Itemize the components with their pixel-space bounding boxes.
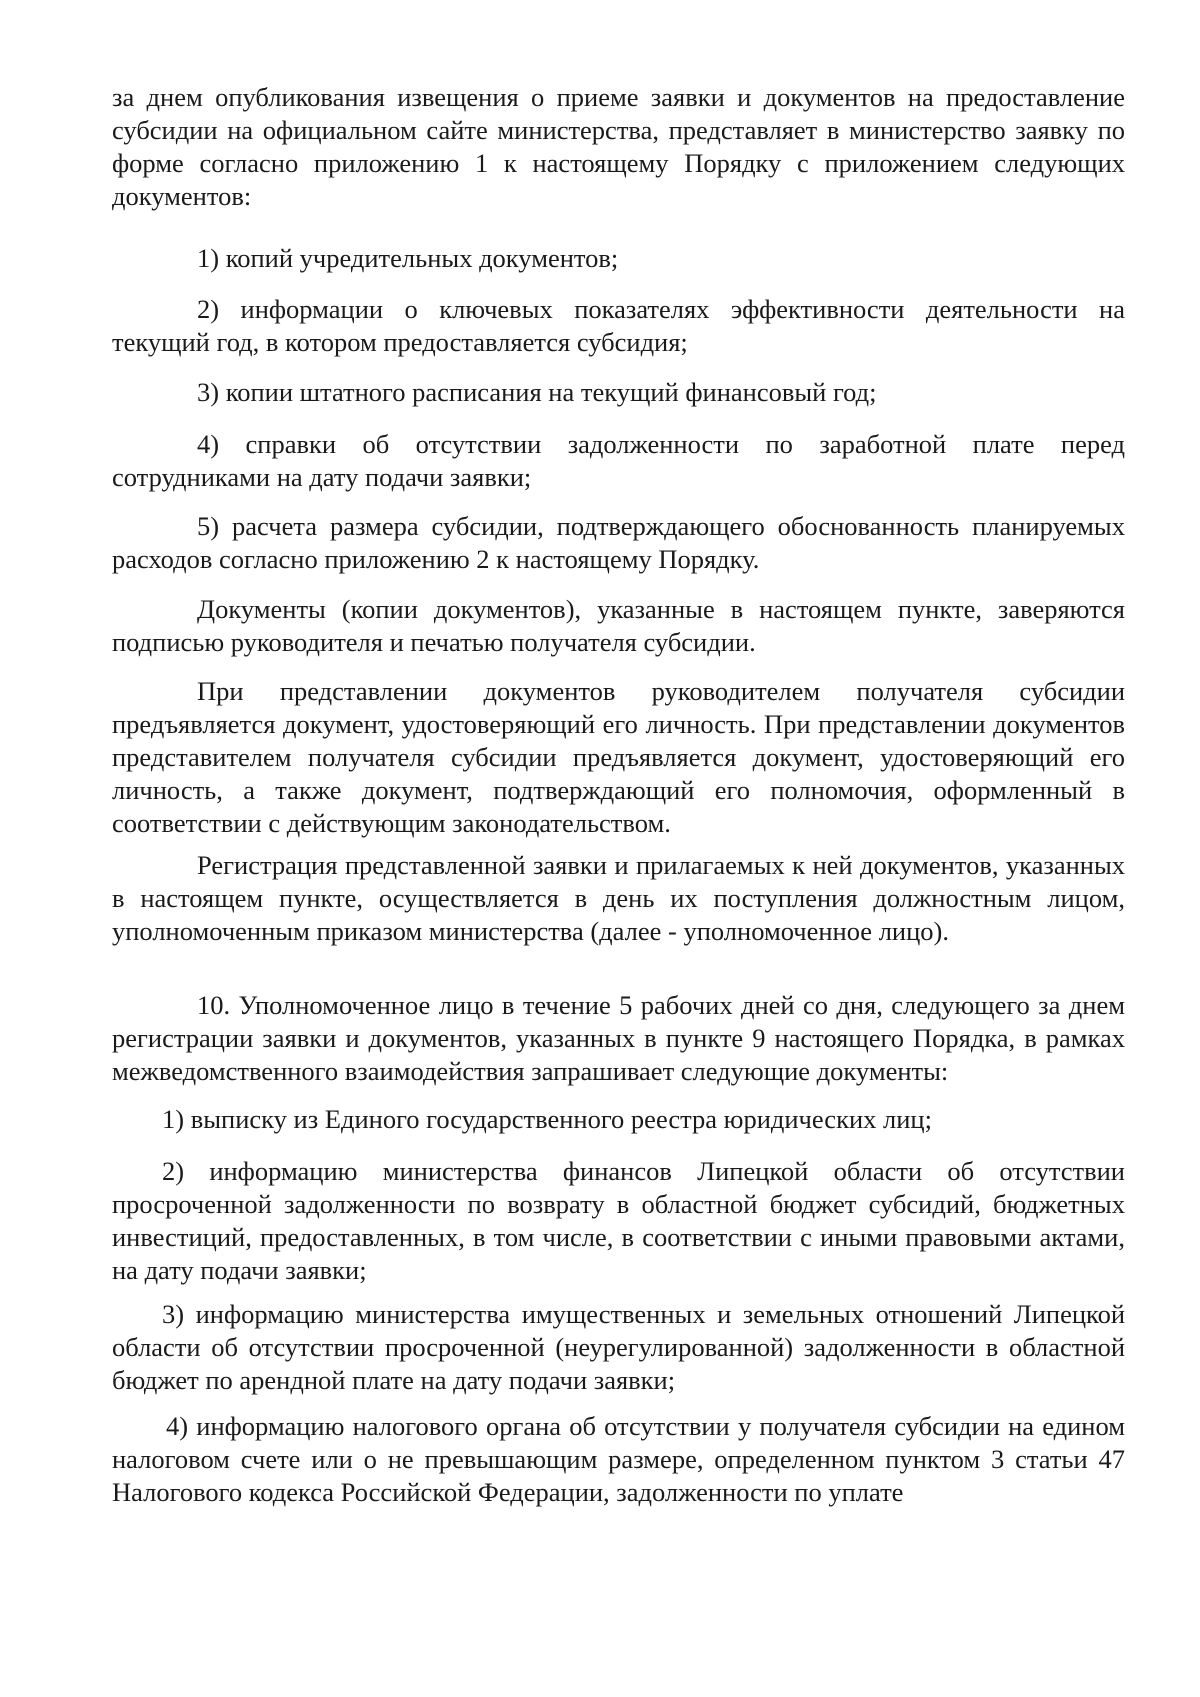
paragraph-request-2-finance-ministry: 2) информацию министерства финансов Липецкой области об отсутствии просроченной задолженности по возврату в областной бюджет субсидий, бюджетных инвестиций, предоставленных, в том числе, в соответствии с иными правовыми актами, на дату подачи заявки;: [112, 1156, 1125, 1285]
paragraph-item-2-kpi-info: 2) информации о ключевых показателях эффективности деятельности на текущий год, в котором предоставляется субсидия;: [112, 294, 1125, 357]
paragraph-request-3-property-ministry: 3) информацию министерства имущественных и земельных отношений Липецкой области об отсутствии просроченной (неурегулированной) задолженности в областной бюджет по арендной плате на дату подачи заявки;: [112, 1299, 1125, 1395]
paragraph-request-1-egrul: 1) выписку из Единого государственного реестра юридических лиц;: [162, 1104, 932, 1134]
paragraph-item-5-subsidy-calculation: 5) расчета размера субсидии, подтверждающего обоснованность планируемых расходов согласно приложению 2 к настоящему Порядку.: [112, 511, 1125, 574]
paragraph-application-intro: за днем опубликования извещения о приеме заявки и документов на предоставление субсидии на официальном сайте министерства, представляет в министерство заявку по форме согласно приложению 1 к настоящему Порядку с приложением следующих документов:: [112, 82, 1125, 211]
paragraph-request-4-tax-authority: 4) информацию налогового органа об отсутствии у получателя субсидии на едином налоговом счете или о не превышающим размере, определенном пунктом 3 статьи 47 Налогового кодекса Российской Федерации, задолженности по уплате: [112, 1411, 1125, 1507]
paragraph-item-1-charter-copies: 1) копий учредительных документов;: [197, 243, 619, 273]
paragraph-documents-certification: Документы (копии документов), указанные в настоящем пункте, заверяются подписью руководителя и печатью получателя субсидии.: [112, 594, 1125, 657]
paragraph-identity-documents: При представлении документов руководителем получателя субсидии предъявляется документ, удостоверяющий его личность. При представлении документов представителем получателя субсидии предъявляется документ, удостоверяющий его личность, а также документ, подтверждающий его полномочия, оформленный в соответствии с действующим законодательством.: [112, 676, 1125, 838]
paragraph-item-3-staff-schedule: 3) копии штатного расписания на текущий финансовый год;: [197, 377, 877, 407]
paragraph-point-10: 10. Уполномоченное лицо в течение 5 рабочих дней со дня, следующего за днем регистрации заявки и документов, указанных в пункте 9 настоящего Порядка, в рамках межведомственного взаимодействия запрашивает следующие документы:: [112, 990, 1125, 1086]
paragraph-item-4-salary-debt: 4) справки об отсутствии задолженности по заработной плате перед сотрудниками на дату подачи заявки;: [112, 429, 1125, 492]
paragraph-registration: Регистрация представленной заявки и прилагаемых к ней документов, указанных в настоящем пункте, осуществляется в день их поступления должностным лицом, уполномоченным приказом министерства (далее - уполномоченное лицо).: [112, 850, 1125, 946]
